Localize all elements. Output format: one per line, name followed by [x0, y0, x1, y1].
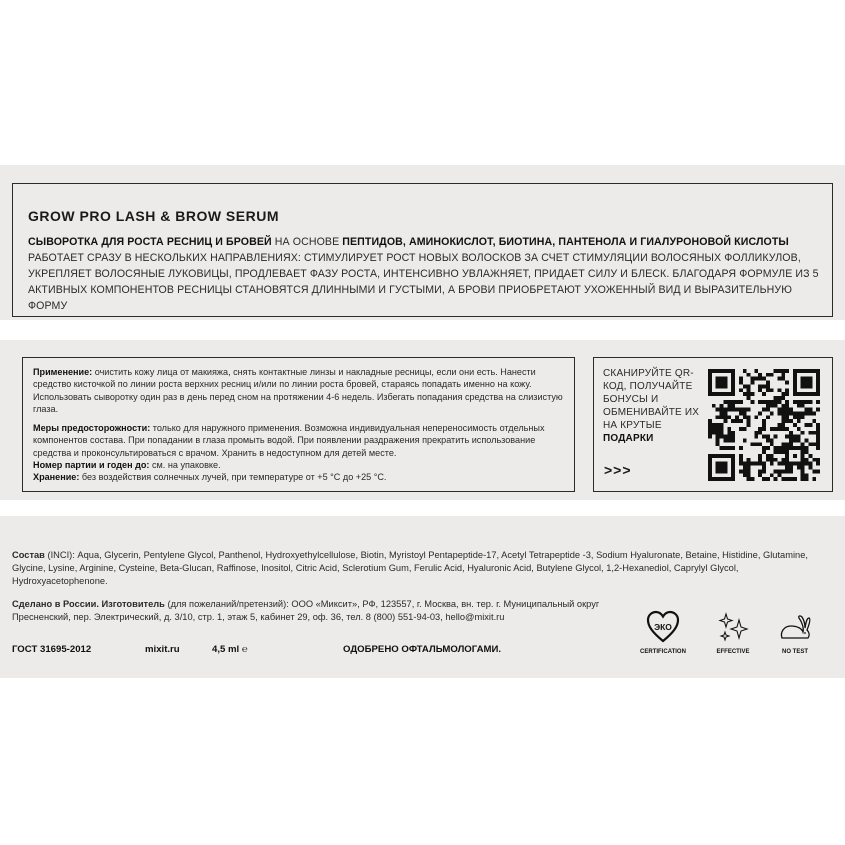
eco-badge-label: CERTIFICATION: [640, 649, 686, 655]
composition-label: Состав: [12, 550, 45, 560]
batch-label: Номер партии и годен до:: [33, 460, 150, 471]
usage-label: Применение:: [33, 367, 93, 377]
caution-label: Меры предосторожности:: [33, 423, 151, 434]
effective-badge-label: EFFECTIVE: [716, 649, 750, 655]
gost-label: ГОСТ 31695-2012: [12, 644, 92, 655]
desc-bold-2: ПЕПТИДОВ, АМИНОКИСЛОТ, БИОТИНА, ПАНТЕНОЛА И ГИАЛУРОНОВОЙ КИСЛОТЫ: [342, 236, 789, 248]
storage-section: [33, 471, 568, 483]
qr-caption: [603, 367, 708, 445]
desc-text-2: РАБОТАЕТ СРАЗУ В НЕСКОЛЬКИХ НАПРАВЛЕНИЯХ: СТИМУЛИРУЕТ РОСТ НОВЫХ ВОЛОСКОВ ЗА СЧЕТ СТИМУЛЯЦИИ ВОЛОСЯНЫХ ФОЛЛИКУЛОВ, УКРЕПЛЯЕТ ВОЛОСЯНЫЕ ЛУКОВИЦЫ, ПРОДЛЕВАЕТ ФАЗУ РОСТА, ИНТЕНСИВНО УВЛАЖНЯЕТ, ПРИДАЕТ СИЛУ И БЛЕСК. БЛАГОДАРЯ ФОРМУЛЕ ИЗ 5 АКТИВНЫХ КОМПОНЕНТОВ РЕСНИЦЫ СТАНОВЯТСЯ ДЛИННЫМИ И ГУСТЫМИ, А БРОВИ ПРИОБРЕТАЮТ УХОЖЕННЫЙ ВИД И ВЫРАЗИТЕЛЬНУЮ ФОРМУ: [28, 252, 819, 312]
no-test-badge-label: NO TEST: [781, 649, 808, 655]
effective-badge: [708, 610, 758, 655]
manufacturer-text: (для пожеланий/претензий): ООО «Миксит», РФ, 123557, г. Москва, вн. тер. г. Муниципальный округ Пресненский, пер. Электрический, д. 3/10, стр. 1, этаж 5, кабинет 29, оф. 36, тел. 8 (800) 551-94-03, hello@mixit.ru: [12, 599, 600, 622]
batch-text: см. на упаковке.: [149, 460, 221, 471]
composition-text: (INCI): Aqua, Glycerin, Pentylene Glycol, Panthenol, Hydroxyethylcellulose, Biotin, Myristoyl Pentapeptide-17, Acetyl Tetrapeptide -3, Sodium Hyaluronate, Betaine, Histidine, Glutamine, Glycine, Lysine, Arginine, Cysteine, Beta-Glucan, Raffinose, Inositol, Citric Acid, Sclerotium Gum, Ferulic Acid, Hyaluronic Acid, Butylene Glycol, 1,2-Hexanediol, Caprylyl Glycol, Hydroxyacetophenone.: [12, 550, 808, 586]
desc-bold-1: СЫВОРОТКА ДЛЯ РОСТА РЕСНИЦ И БРОВЕЙ: [28, 236, 272, 248]
manufacturer-label: Сделано в России. Изготовитель: [12, 599, 165, 609]
storage-label: Хранение:: [33, 472, 80, 483]
eco-certification-badge: [638, 610, 688, 655]
usage-text: очистить кожу лица от макияжа, снять контактные линзы и накладные ресницы, если они есть. Нанести средство кисточкой по линии роста верхних ресниц и/или по линии роста бровей, стараясь попадать именно на кожу. Использовать сыворотку один раз в день перед сном на протяжении 4-6 недель. Избегать попадания средства на слизистую глаза.: [33, 367, 563, 414]
usage-block: [33, 366, 568, 484]
manufacturer-block: [12, 598, 642, 624]
qr-gift-word: ПОДАРКИ: [603, 433, 654, 444]
volume-label: 4,5 ml ℮: [212, 644, 248, 655]
qr-code-icon[interactable]: [708, 369, 820, 481]
usage-section: [33, 366, 568, 415]
caution-text: только для наружного применения. Возможна индивидуальная непереносимость отдельных компонентов состава. При попадании в глаза промыть водой. При появлении раздражения прекратить использование средства и проконсультироваться с врачом. Хранить в недоступном для детей месте.: [33, 423, 545, 458]
product-title: GROW PRO LASH & BROW SERUM: [28, 208, 279, 224]
qr-caption-text: СКАНИРУЙТЕ QR-КОД, ПОЛУЧАЙТЕ БОНУСЫ И ОБМЕНИВАЙТЕ ИХ НА КРУТЫЕ: [603, 368, 700, 431]
caution-section: [33, 422, 568, 459]
sparkle-icon: [716, 610, 750, 644]
product-description: [28, 234, 828, 314]
storage-text: без воздействия солнечных лучей, при температуре от +5 °С до +25 °С.: [79, 472, 387, 483]
no-test-badge: [770, 610, 820, 655]
eco-heart-icon: [646, 610, 680, 644]
desc-text-1: НА ОСНОВЕ: [271, 236, 343, 248]
composition-text-block: [12, 549, 832, 588]
rabbit-icon: [776, 610, 814, 644]
arrows-icon: >>>: [604, 462, 632, 478]
ophthalmologist-approved: ОДОБРЕНО ОФТАЛЬМОЛОГАМИ.: [343, 644, 502, 655]
site-link[interactable]: mixit.ru: [145, 644, 180, 655]
batch-section: [33, 459, 568, 471]
eco-mark-text: ЭКО: [654, 622, 672, 632]
